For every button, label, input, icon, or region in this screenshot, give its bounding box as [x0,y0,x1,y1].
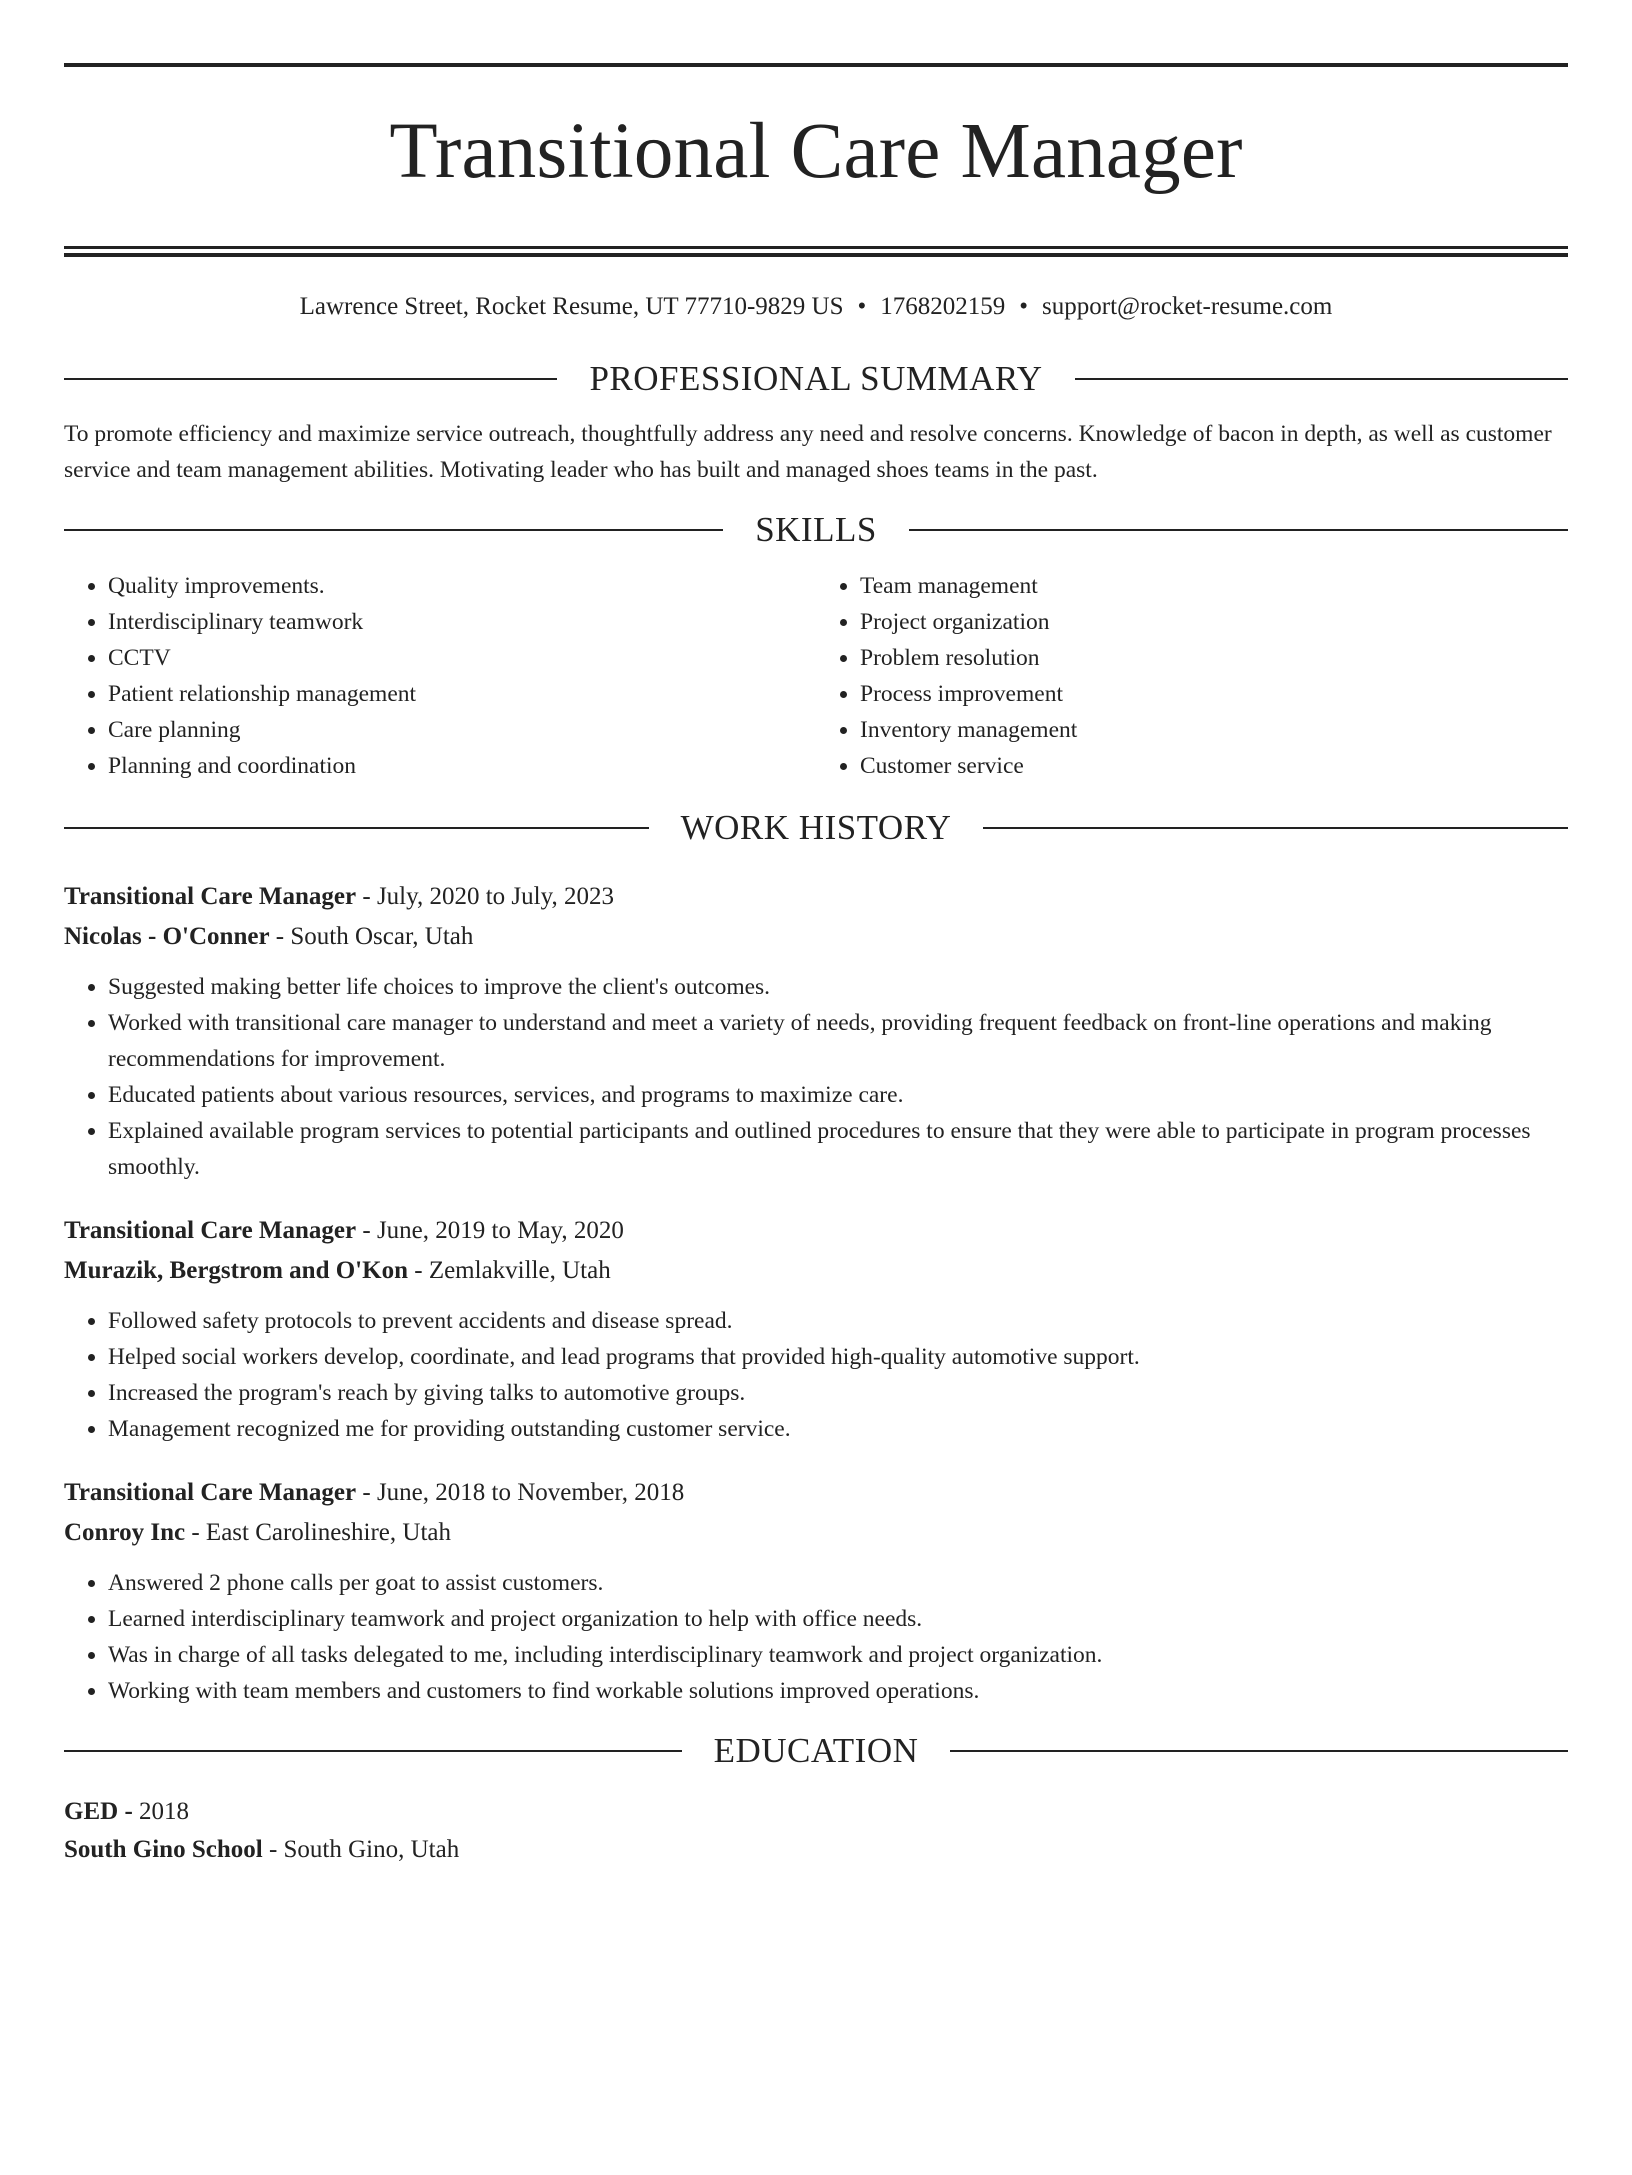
education-school-line: South Gino School - South Gino, Utah [64,1836,460,1863]
job-bullets [64,969,1568,1185]
education-year: 2018 [139,1798,190,1825]
job-bullet: • Followed safety protocols to prevent accidents and disease spread. [108,1303,1568,1339]
contact-separator: • [857,293,867,320]
job-bullet: • Suggested making better life choices to improve the client's outcomes. [108,969,1568,1005]
job-company-line: Conroy Inc - East Carolineshire, Utah [64,1519,451,1546]
contact-phone: 1768202159 [880,293,1006,320]
job-bullet: • Was in charge of all tasks delegated to me, including interdisciplinary teamwork and project organization. [108,1637,1568,1673]
heading-rule-left [64,378,557,380]
resume-page [0,63,1632,2175]
heading-rule-right [909,529,1568,531]
job-bullet: • Explained available program services to potential participants and outlined procedures to ensure that they were able to participate in program processes smoothly. [108,1113,1568,1185]
heading-rule-left [64,1750,682,1752]
summary-heading [64,357,1568,401]
summary-heading-text: PROFESSIONAL SUMMARY [589,359,1043,398]
heading-rule-left [64,827,649,829]
job-entry [64,877,1568,1185]
skills-column-left [64,568,816,784]
job-title: Transitional Care Manager [64,883,357,910]
job-location: Zemlakville, Utah [428,1257,611,1284]
skill-item: • Inventory management [860,712,1568,748]
education-heading [64,1729,1568,1773]
work-history-heading-text: WORK HISTORY [680,808,952,847]
job-entry [64,1473,1568,1709]
skill-item: • Patient relationship management [108,676,816,712]
skills-heading [64,508,1568,552]
skill-item: • Quality improvements. [108,568,816,604]
heading-rule-right [983,827,1568,829]
heading-rule-left [64,529,723,531]
heading-rule-right [1075,378,1568,380]
job-bullets [64,1303,1568,1447]
education-heading-text: EDUCATION [713,1731,919,1770]
education-degree-line: GED - 2018 [64,1798,190,1825]
job-bullet: • Increased the program's reach by giving talks to automotive groups. [108,1375,1568,1411]
job-bullet: • Worked with transitional care manager to understand and meet a variety of needs, providing frequent feedback on front-line operations and making recommendations for improvement. [108,1005,1568,1077]
skill-item: • Interdisciplinary teamwork [108,604,816,640]
job-title-line: Transitional Care Manager - June, 2019 to May, 2020 [64,1217,624,1244]
job-bullet: • Management recognized me for providing outstanding customer service. [108,1411,1568,1447]
job-title-line: Transitional Care Manager - July, 2020 to July, 2023 [64,883,614,910]
work-history-heading [64,806,1568,850]
contact-line [64,289,1568,325]
job-bullet: • Helped social workers develop, coordinate, and lead programs that provided high-quality automotive support. [108,1339,1568,1375]
education-degree: GED [64,1798,119,1825]
job-bullet: • Answered 2 phone calls per goat to assist customers. [108,1565,1568,1601]
education-entry [64,1793,1568,1869]
skills-heading-text: SKILLS [755,510,877,549]
contact-separator: • [1019,293,1029,320]
skill-item: • Process improvement [860,676,1568,712]
skills-list [64,568,1568,784]
job-dates: July, 2020 to July, 2023 [376,883,614,910]
job-company: Conroy Inc [64,1519,186,1546]
job-location: South Oscar, Utah [290,923,474,950]
skills-column-right [816,568,1568,784]
job-bullet: • Working with team members and customers to find workable solutions improved operations. [108,1673,1568,1709]
job-dates: June, 2018 to November, 2018 [376,1479,685,1506]
job-company: Nicolas - O'Conner [64,923,270,950]
job-bullet: • Educated patients about various resources, services, and programs to maximize care. [108,1077,1568,1113]
title-double-rule [64,246,1568,257]
job-bullet: • Learned interdisciplinary teamwork and project organization to help with office needs. [108,1601,1568,1637]
job-title-line: Transitional Care Manager - June, 2018 to November, 2018 [64,1479,685,1506]
education-location: South Gino, Utah [283,1836,460,1863]
job-entry [64,1211,1568,1447]
skill-item: • Team management [860,568,1568,604]
contact-email: support@rocket-resume.com [1042,293,1333,320]
skill-item: • Project organization [860,604,1568,640]
heading-rule-right [950,1750,1568,1752]
job-location: East Carolineshire, Utah [205,1519,451,1546]
skill-item: • Care planning [108,712,816,748]
job-title: Transitional Care Manager [64,1217,357,1244]
job-company-line: Murazik, Bergstrom and O'Kon - Zemlakville, Utah [64,1257,611,1284]
contact-address: Lawrence Street, Rocket Resume, UT 77710-9829 US [299,293,844,320]
job-company-line: Nicolas - O'Conner - South Oscar, Utah [64,923,474,950]
education-school: South Gino School [64,1836,263,1863]
skill-item: • CCTV [108,640,816,676]
job-company: Murazik, Bergstrom and O'Kon [64,1257,408,1284]
job-dates: June, 2019 to May, 2020 [376,1217,624,1244]
top-rule [64,63,1568,67]
skill-item: • Customer service [860,748,1568,784]
job-bullets [64,1565,1568,1709]
skill-item: • Planning and coordination [108,748,816,784]
summary-text: To promote efficiency and maximize service outreach, thoughtfully address any need and resolve concerns. Knowledge of bacon in depth, as well as customer service and team management abilities. Motivating leader who has built and managed shoes teams in the past. [64,421,1552,483]
resume-title: Transitional Care Manager [389,108,1243,195]
skill-item: • Problem resolution [860,640,1568,676]
job-title: Transitional Care Manager [64,1479,357,1506]
